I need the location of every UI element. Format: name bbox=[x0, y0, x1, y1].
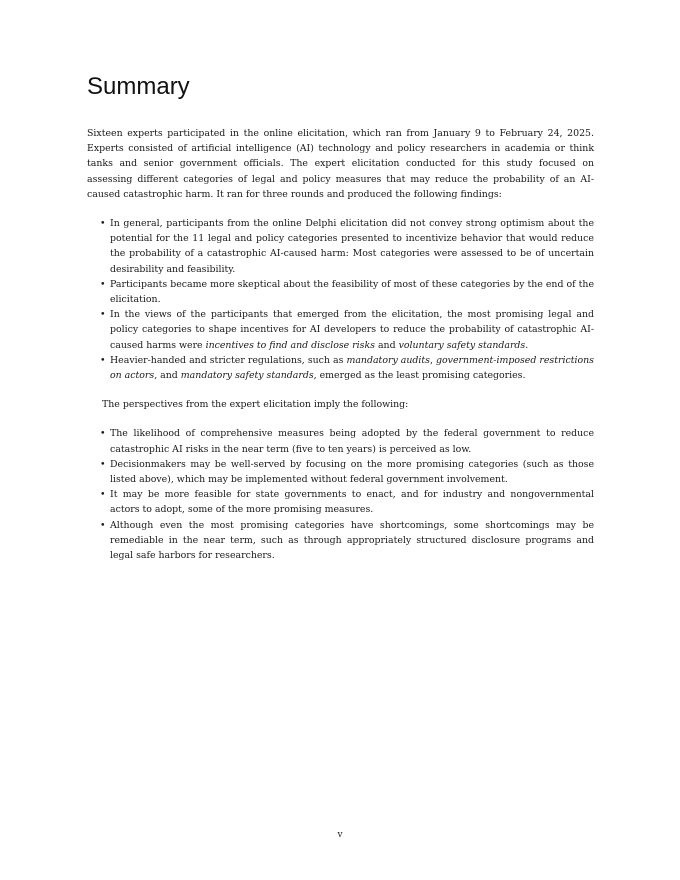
summary-body bbox=[87, 126, 594, 563]
emphasis-text: incentives to find and disclose risks bbox=[205, 339, 375, 351]
emphasis-text: voluntary safety standards bbox=[398, 339, 526, 351]
implication-item: • Decisionmakers may be well-served by focusing on the more promising categories (such as those listed above), which may be implemented without federal government involvement. bbox=[87, 457, 594, 487]
finding-text: , emerged as the least promising categories. bbox=[313, 370, 526, 382]
finding-item bbox=[87, 307, 594, 353]
emphasis-text: government-imposed restrictions on actors bbox=[110, 354, 594, 382]
page-title: Summary bbox=[87, 73, 190, 100]
finding-item bbox=[87, 277, 594, 307]
emphasis-text: mandatory safety standards bbox=[180, 370, 314, 382]
finding-text: Participants became more skeptical about the feasibility of most of these categories by the end of the elicitation. bbox=[110, 278, 594, 306]
emphasis-text: mandatory audits bbox=[346, 354, 430, 366]
finding-text: and bbox=[374, 339, 399, 351]
implications-list bbox=[87, 426, 594, 563]
finding-item bbox=[87, 353, 594, 383]
finding-text: In general, participants from the online Delphi elicitation did not convey strong optimism about the potential for the 11 legal and policy categories presented to incentivize behavior that would reduce the probability of a catastrophic AI-caused harm: Most categories were assessed to be of uncertain desirability and feasibility. bbox=[110, 218, 594, 275]
finding-text: Heavier-handed and stricter regulations, such as bbox=[110, 354, 347, 366]
finding-text: , bbox=[430, 354, 437, 366]
intro-paragraph: Sixteen experts participated in the online elicitation, which ran from January 9 to February 24, 2025. Experts consisted of artificial intelligence (AI) technology and policy researchers in academia or think tanks and senior government officials. The expert elicitation conducted for this study focused on assessing different categories of legal and policy measures that may reduce the probability of an AI-caused catastrophic harm. It ran for three rounds and produced the following findings: bbox=[87, 128, 594, 200]
finding-item bbox=[87, 216, 594, 277]
implication-item: • It may be more feasible for state governments to enact, and for industry and nongovernmental actors to adopt, some of the more promising measures. bbox=[87, 487, 594, 517]
implication-item: • The likelihood of comprehensive measures being adopted by the federal government to reduce catastrophic AI risks in the near term (five to ten years) is perceived as low. bbox=[87, 426, 594, 456]
finding-text: . bbox=[525, 339, 529, 351]
page-number: v bbox=[337, 830, 343, 840]
implication-item: • Although even the most promising categories have shortcomings, some shortcomings may be remediable in the near term, such as through appropriately structured disclosure programs and legal safe harbors for researchers. bbox=[87, 518, 594, 564]
implications-lead-in: The perspectives from the expert elicitation imply the following: bbox=[102, 399, 409, 411]
finding-text: In the views of the participants that emerged from the elicitation, the most promising legal and policy categories to shape incentives for AI developers to reduce the probability of catastrophic AI-caused harms were bbox=[110, 309, 594, 351]
finding-text: , and bbox=[154, 370, 181, 382]
findings-list bbox=[87, 216, 594, 383]
